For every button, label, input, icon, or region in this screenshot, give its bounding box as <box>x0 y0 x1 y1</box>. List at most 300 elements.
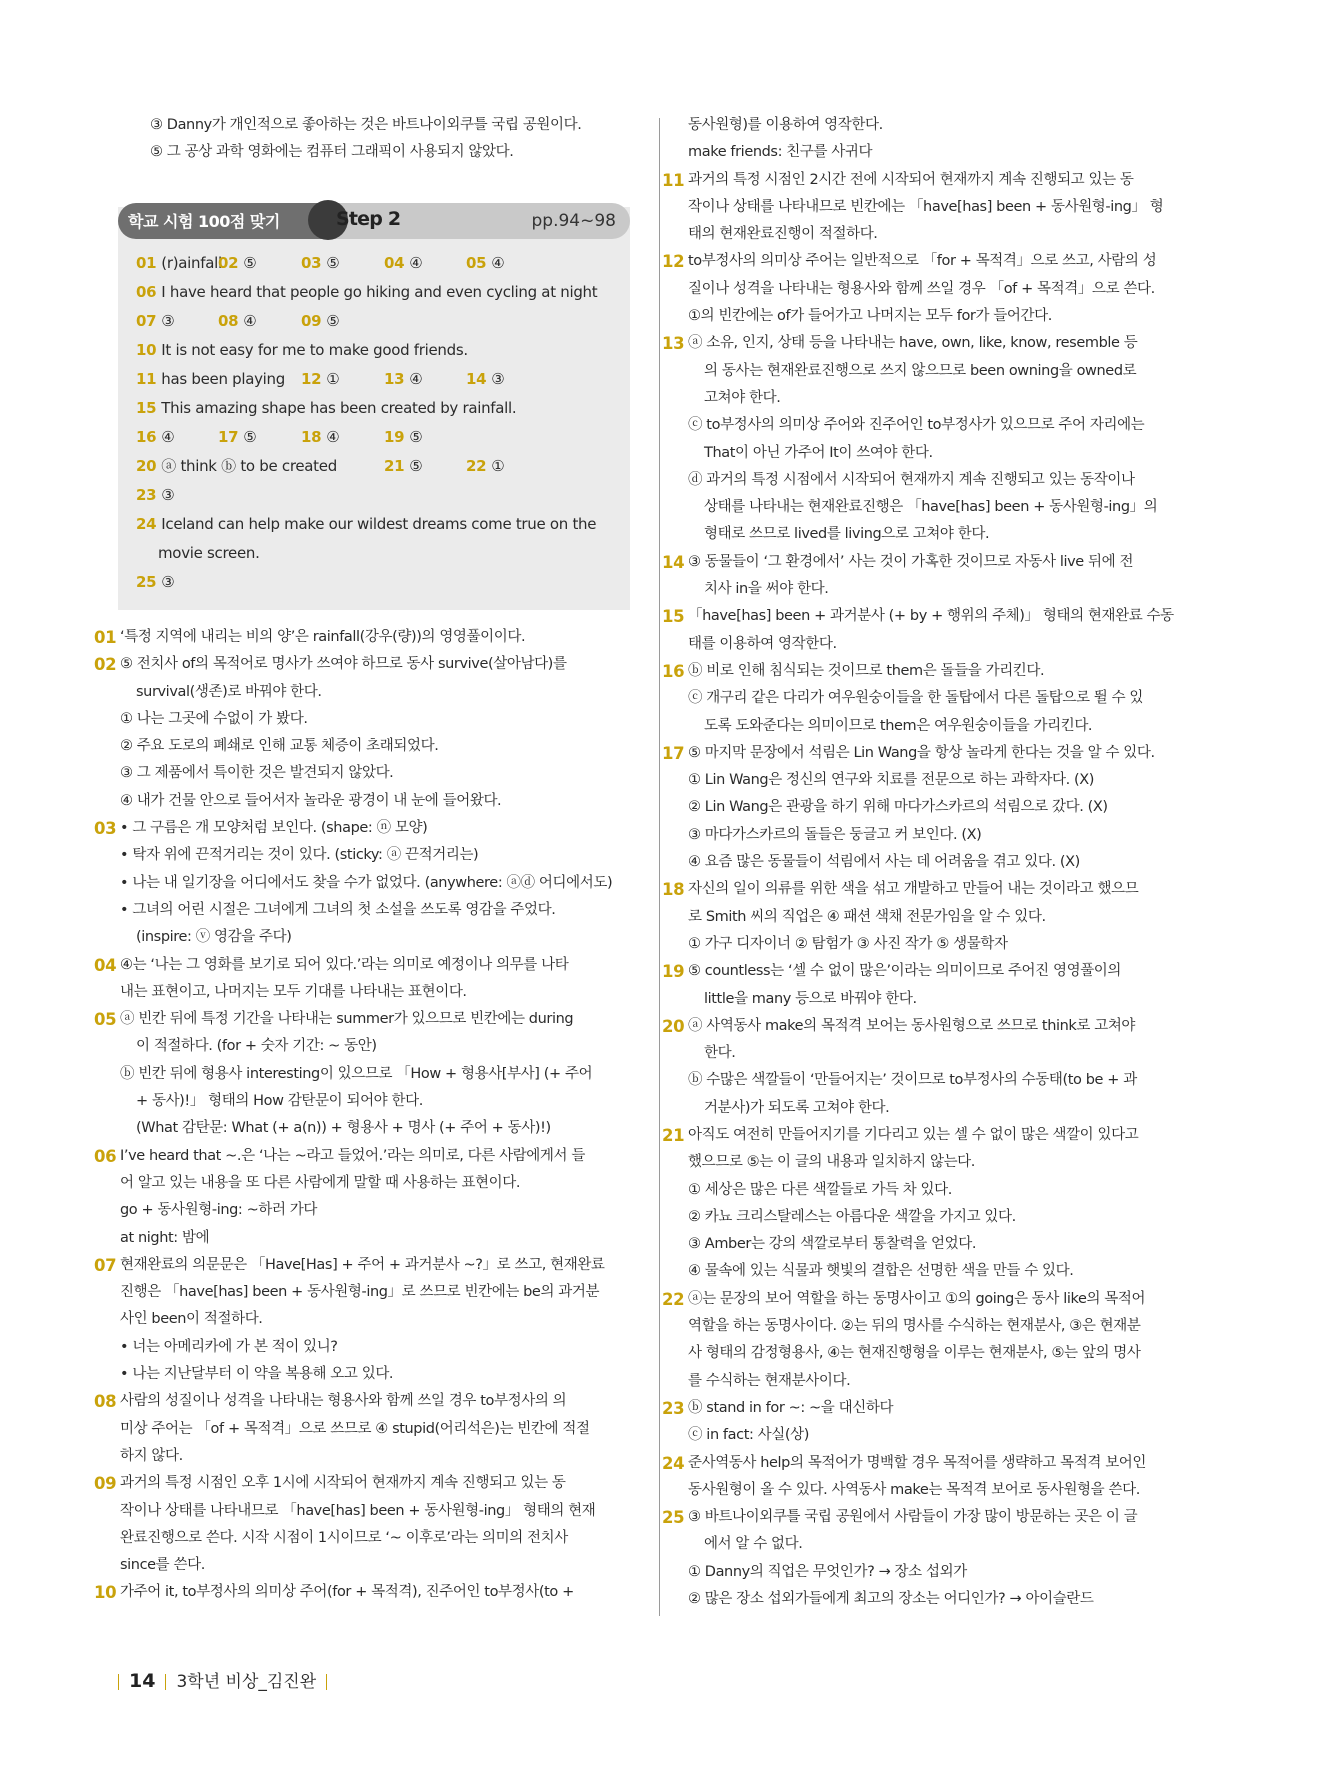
answer-text: ④ <box>491 254 505 272</box>
explanation-text: ③ 그 제품에서 특이한 것은 발견되지 않았다. <box>120 765 394 782</box>
answer-text: ③ <box>161 486 175 504</box>
answer-item <box>301 249 339 277</box>
explanation-line <box>688 822 1196 849</box>
badge-title: 학교 시험 100점 맞기 <box>128 212 280 231</box>
answer-number: 08 <box>218 312 239 330</box>
explanation-text: ⓑ 빈칸 뒤에 형용사 interesting이 있으므로 「How + 형용사[부사] (+ 주어 <box>120 1065 593 1082</box>
explanation-text: 에서 알 수 없다. <box>704 1536 803 1553</box>
explanation-line <box>688 904 1196 931</box>
explanation-text: survival(생존)로 바꿔야 한다. <box>136 683 322 700</box>
answer-number: 18 <box>301 428 322 446</box>
explanation-line <box>120 1525 630 1552</box>
explanation-line <box>662 1013 1196 1040</box>
answer-item <box>136 278 597 306</box>
explanation-text: 태를 이용하여 영작한다. <box>688 635 837 652</box>
explanation-text: ⑤ 전치사 of의 목적어로 명사가 쓰여야 하므로 동사 survive(살아남다)를 <box>120 656 567 673</box>
answer-item <box>218 423 256 451</box>
answer-text: ⑤ <box>409 457 423 475</box>
explanation-line <box>120 870 630 897</box>
answer-number: 06 <box>136 283 157 301</box>
question-number: 01 <box>94 628 117 647</box>
explanation-text: 작이나 상태를 나타내므로 빈칸에는 「have[has] been + 동사원형-ing」 형 <box>688 198 1164 215</box>
answer-text: This amazing shape has been created by rainfall. <box>161 399 517 417</box>
explanation-line <box>120 1361 630 1388</box>
explanation-text: 의 동사는 현재완료진행으로 쓰지 않으므로 been owning을 owned로 <box>704 362 1137 379</box>
page-number: 14 <box>129 1670 156 1692</box>
explanation-line <box>94 1388 630 1415</box>
answer-number: 05 <box>466 254 487 272</box>
explanation-line <box>688 576 1196 603</box>
explanation-text: That이 아닌 가주어 It이 쓰여야 한다. <box>704 444 933 461</box>
explanation-text: 진행은 「have[has] been + 동사원형-ing」로 쓰므로 빈칸에는 be의 과거분 <box>120 1284 600 1301</box>
explanation-line <box>94 1470 630 1497</box>
explanation-line <box>662 1286 1196 1313</box>
explanation-text: ①의 빈칸에는 of가 들어가고 나머지는 모두 for가 들어간다. <box>688 308 1052 325</box>
explanation-line <box>688 303 1196 330</box>
explanation-text: ⓒ to부정사의 의미상 주어와 진주어인 to부정사가 있으므로 주어 자리에는 <box>688 417 1145 434</box>
answer-text: ③ <box>161 312 175 330</box>
answer-item <box>301 365 339 393</box>
explanation-line <box>688 1204 1196 1231</box>
explanation-text: since를 쓴다. <box>120 1557 205 1574</box>
explanation-line <box>688 276 1196 303</box>
explanation-text: make friends: 친구를 사귀다 <box>688 144 873 161</box>
explanation-line <box>120 1061 630 1088</box>
footer-bar <box>326 1674 327 1690</box>
explanation-line <box>120 760 630 787</box>
explanation-text: 완료진행으로 쓴다. 시작 시점이 1시이므로 ‘~ 이후로’라는 의미의 전치사 <box>120 1529 568 1546</box>
answer-item <box>218 307 256 335</box>
answer-number: 02 <box>218 254 239 272</box>
question-number: 25 <box>662 1508 685 1528</box>
explanation-line <box>688 1177 1196 1204</box>
answer-number: 12 <box>301 370 322 388</box>
answer-number: 16 <box>136 428 157 446</box>
explanation-text: 작이나 상태를 나타내므로 「have[has] been + 동사원형-ing」 형태의 현재 <box>120 1502 596 1519</box>
explanation-line <box>688 1586 1196 1613</box>
explanation-text: • 그녀의 어린 시절은 그녀에게 그녀의 첫 소설을 쓰도록 영감을 주었다. <box>120 901 556 918</box>
explanation-text: ③ 바트나이외쿠틀 국립 공원에서 사람들이 가장 많이 방문하는 곳은 이 글 <box>688 1509 1138 1526</box>
explanation-line <box>120 1088 630 1115</box>
explanation-text: ④ 내가 건물 안으로 들어서자 놀라운 광경이 내 눈에 들어왔다. <box>120 792 502 809</box>
answer-number: 01 <box>136 254 157 272</box>
explanation-line <box>688 521 1196 548</box>
explanation-text: 고쳐야 한다. <box>704 389 781 406</box>
explanation-text: 질이나 성격을 나타내는 형용사와 함께 쓰일 경우 「of + 목적격」으로 쓴다. <box>688 280 1155 297</box>
section-badge <box>118 203 630 239</box>
question-number: 07 <box>94 1255 117 1275</box>
explanation-text: ② 주요 도로의 폐쇄로 인해 교통 체증이 초래되었다. <box>120 738 439 755</box>
explanation-text: to부정사의 의미상 주어는 일반적으로 「for + 목적격」으로 쓰고, 사람의 성 <box>688 253 1157 270</box>
explanation-line <box>662 330 1196 357</box>
question-number: 09 <box>94 1474 117 1494</box>
explanation-text: ④는 ‘나는 그 영화를 보기로 되어 있다.’라는 의미로 예정이나 의무를 나타 <box>120 956 569 973</box>
explanation-text: ③ Amber는 강의 색깔로부터 통찰력을 얻었다. <box>688 1236 977 1253</box>
explanation-line <box>120 897 630 924</box>
explanation-text: 거분사)가 되도록 고쳐야 한다. <box>704 1099 890 1116</box>
explanation-text: ⑤ countless는 ‘셀 수 없이 많은’이라는 의미이므로 주어진 영영풀이의 <box>688 963 1122 980</box>
question-number: 18 <box>662 880 685 900</box>
explanation-line <box>688 685 1196 712</box>
answer-number: 04 <box>384 254 405 272</box>
answer-text: ④ <box>243 312 257 330</box>
answer-item <box>466 365 504 393</box>
answer-item <box>301 423 339 451</box>
explanation-text: ⓓ 과거의 특정 시점에서 시작되어 현재까지 계속 진행되고 있는 동작이나 <box>688 471 1135 488</box>
explanation-line <box>120 1279 630 1306</box>
explanation-line <box>120 1443 630 1470</box>
left-column <box>94 624 630 1607</box>
answer-item <box>384 365 422 393</box>
answer-item <box>158 539 260 567</box>
answer-text: ④ <box>409 370 423 388</box>
explanation-line <box>120 924 630 951</box>
answer-number: 11 <box>136 370 157 388</box>
explanation-line <box>120 788 630 815</box>
explanation-line <box>688 194 1196 221</box>
explanation-line <box>662 1504 1196 1531</box>
question-number: 11 <box>662 170 685 190</box>
explanation-text: (inspire: ⓥ 영감을 주다) <box>136 929 292 946</box>
answer-text: ④ <box>409 254 423 272</box>
answer-item <box>301 307 339 335</box>
explanation-text: 자신의 일이 의류를 위한 색을 섞고 개발하고 만들어 내는 것이라고 했으므 <box>688 881 1139 898</box>
explanation-text: 사인 been이 적절하다. <box>120 1311 263 1328</box>
explanation-line <box>688 1422 1196 1449</box>
answer-number: 14 <box>466 370 487 388</box>
answer-item <box>136 307 174 335</box>
question-number: 17 <box>662 743 685 763</box>
page-range: pp.94~98 <box>531 211 616 231</box>
explanation-line <box>120 1225 630 1252</box>
explanation-line <box>120 1334 630 1361</box>
explanation-text: 사 형태의 감정형용사, ④는 현재진행형을 이루는 현재분사, ⑤는 앞의 명사 <box>688 1345 1141 1362</box>
explanation-line <box>688 1368 1196 1395</box>
answer-item <box>136 423 174 451</box>
explanation-line <box>120 1033 630 1060</box>
explanation-line <box>688 1531 1196 1558</box>
explanation-line <box>120 1552 630 1579</box>
explanation-text: 「have[has] been + 과거분사 (+ by + 행위의 주체)」 형태의 현재완료 수동 <box>688 608 1174 625</box>
footer-bar <box>118 1674 119 1690</box>
explanation-text: ⑤ 마지막 문장에서 석림은 Lin Wang을 항상 놀라게 한다는 것을 알 수 있다. <box>688 744 1155 761</box>
answer-item <box>136 452 337 480</box>
explanation-text: 이 적절하다. (for + 숫자 기간: ~ 동안) <box>136 1038 377 1055</box>
explanation-text: 어 알고 있는 내용을 또 다른 사람에게 말할 때 사용하는 표현이다. <box>120 1174 521 1191</box>
explanation-text: I’ve heard that ~.은 ‘나는 ~라고 들었어.’라는 의미로, 다른 사람에게서 들 <box>120 1147 585 1164</box>
question-number: 22 <box>662 1289 685 1309</box>
explanation-line <box>662 958 1196 985</box>
explanation-text: 한다. <box>704 1045 736 1062</box>
explanation-line <box>688 467 1196 494</box>
explanation-text: little을 many 등으로 바꿔야 한다. <box>704 990 917 1007</box>
answer-item <box>466 452 504 480</box>
answer-number: 19 <box>384 428 405 446</box>
answer-item <box>466 249 504 277</box>
explanation-line <box>688 412 1196 439</box>
explanation-line <box>688 1477 1196 1504</box>
explanation-text: 역할을 하는 동명사이다. ②는 뒤의 명사를 수식하는 현재분사, ③은 현재분 <box>688 1318 1141 1335</box>
explanation-text: ⓐ 빈칸 뒤에 특정 기간을 나타내는 summer가 있으므로 빈칸에는 during <box>120 1011 574 1028</box>
explanation-text: (What 감탄문: What (+ a(n)) + 형용사 + 명사 (+ 주어 + 동사)!) <box>136 1120 551 1137</box>
question-number: 20 <box>662 1016 685 1036</box>
explanation-text: ‘특정 지역에 내리는 비의 양’은 rainfall(강우(량))의 영영풀이이다. <box>120 629 526 645</box>
explanation-line <box>662 740 1196 767</box>
explanation-text: ⓑ 수많은 색깔들이 ‘만들어지는’ 것이므로 to부정사의 수동태(to be + 과 <box>688 1072 1137 1089</box>
explanation-text: ① Lin Wang은 정신의 연구와 치료를 전문으로 하는 과학자다. (X) <box>688 772 1095 789</box>
explanation-text: 형태로 쓰므로 lived를 living으로 고쳐야 한다. <box>704 526 990 543</box>
explanation-text: 아직도 여전히 만들어지기를 기다리고 있는 셀 수 없이 많은 색깔이 있다고 <box>688 1126 1139 1143</box>
answer-number: 15 <box>136 399 157 417</box>
explanation-text: 를 수식하는 현재분사이다. <box>688 1372 851 1389</box>
explanation-text: 치사 in을 써야 한다. <box>704 581 829 598</box>
explanation-text: 도록 도와준다는 의미이므로 them은 여우원숭이들을 가리킨다. <box>704 717 1093 734</box>
question-number: 08 <box>94 1392 117 1412</box>
answer-item <box>136 394 516 422</box>
explanation-line <box>94 1143 630 1170</box>
answer-text: ① <box>491 457 505 475</box>
answer-item <box>136 249 222 277</box>
answer-text: It is not easy for me to make good friends. <box>161 341 468 359</box>
explanation-text: • 나는 내 일기장을 어디에서도 찾을 수가 없었다. (anywhere: ⓐⓓ 어디에서도) <box>120 874 613 891</box>
explanation-text: ① Danny의 직업은 무엇인가? → 장소 섭외가 <box>688 1563 967 1580</box>
explanation-line <box>688 1231 1196 1258</box>
explanation-line <box>662 1395 1196 1422</box>
answer-text: ⑤ <box>243 428 257 446</box>
explanation-line <box>662 167 1196 194</box>
explanation-text: at night: 밤에 <box>120 1229 210 1246</box>
answer-number: 17 <box>218 428 239 446</box>
explanation-text: ② Lin Wang은 관광을 하기 위해 마다가스카르의 석림으로 갔다. (X) <box>688 799 1108 816</box>
answer-number: 07 <box>136 312 157 330</box>
right-column <box>662 112 1196 1613</box>
explanation-line <box>688 849 1196 876</box>
explanation-line <box>94 952 630 979</box>
explanation-text: • 탁자 위에 끈적거리는 것이 있다. (sticky: ⓐ 끈적거리는) <box>120 847 479 864</box>
question-number: 04 <box>94 955 117 975</box>
explanation-line <box>120 1115 630 1142</box>
explanation-line <box>120 1170 630 1197</box>
explanation-line <box>688 221 1196 248</box>
explanation-line <box>120 1498 630 1525</box>
explanation-line <box>94 1006 630 1033</box>
answer-number: 20 <box>136 457 157 475</box>
question-number: 06 <box>94 1146 117 1166</box>
explanation-text: ⓐ 소유, 인지, 상태 등을 나타내는 have, own, like, know, resemble 등 <box>688 335 1138 352</box>
explanation-line <box>662 1450 1196 1477</box>
answer-number: 03 <box>301 254 322 272</box>
answer-number: 10 <box>136 341 157 359</box>
question-number: 16 <box>662 661 685 681</box>
explanation-line <box>688 1040 1196 1067</box>
explanation-text: 동사원형이 올 수 있다. 사역동사 make는 목적격 보어로 동사원형을 쓴다. <box>688 1481 1140 1498</box>
explanation-line <box>120 1197 630 1224</box>
explanation-line <box>688 139 1196 166</box>
intro-block <box>150 112 581 167</box>
explanation-text: 했으므로 ⑤는 이 글의 내용과 일치하지 않는다. <box>688 1154 975 1171</box>
explanation-text: ⓑ stand in for ~: ~을 대신하다 <box>688 1399 894 1416</box>
question-number: 19 <box>662 962 685 982</box>
explanation-text: 태의 현재완료진행이 적절하다. <box>688 226 878 243</box>
explanation-text: 과거의 특정 시점인 2시간 전에 시작되어 현재까지 계속 진행되고 있는 동 <box>688 171 1134 188</box>
explanation-text: ⓒ in fact: 사실(상) <box>688 1427 810 1444</box>
explanation-text: go + 동사원형-ing: ~하러 가다 <box>120 1202 318 1219</box>
explanation-text: • 나는 지난달부터 이 약을 복용해 오고 있다. <box>120 1366 394 1383</box>
question-number: 15 <box>662 607 685 627</box>
step-label: Step 2 <box>336 208 401 230</box>
answer-text: ⑤ <box>326 312 340 330</box>
explanation-text: • 너는 아메리카에 가 본 적이 있니? <box>120 1338 338 1355</box>
explanation-line <box>120 733 630 760</box>
answer-text: I have heard that people go hiking and even cycling at night <box>161 283 598 301</box>
column-divider <box>659 118 660 1616</box>
answer-item <box>136 481 174 509</box>
question-number: 24 <box>662 1453 685 1473</box>
explanation-line <box>94 624 630 651</box>
explanation-line <box>662 1122 1196 1149</box>
explanation-text: 하지 않다. <box>120 1447 183 1464</box>
answer-text: movie screen. <box>158 544 260 562</box>
explanation-text: 내는 표현이고, 나머지는 모두 기대를 나타내는 표현이다. <box>120 983 467 1000</box>
question-number: 13 <box>662 334 685 354</box>
explanation-line <box>688 1559 1196 1586</box>
explanation-line <box>94 1252 630 1279</box>
answer-item <box>384 423 422 451</box>
answer-text: ⓐ think ⓑ to be created <box>161 457 337 475</box>
explanation-line <box>688 931 1196 958</box>
answer-text: (r)ainfall <box>161 254 222 272</box>
explanation-text: ③ 마다가스카르의 돌들은 둥글고 커 보인다. (X) <box>688 826 982 843</box>
explanation-line <box>120 979 630 1006</box>
explanation-line <box>662 658 1196 685</box>
answer-number: 09 <box>301 312 322 330</box>
answer-summary-box <box>118 207 630 610</box>
explanation-text: ② 카뇨 크리스탈레스는 아름다운 색깔을 가지고 있다. <box>688 1208 1016 1225</box>
explanation-line <box>688 1149 1196 1176</box>
answer-item <box>136 336 468 364</box>
explanation-text: 준사역동사 help의 목적어가 명백할 경우 목적어를 생략하고 목적격 보어인 <box>688 1454 1147 1471</box>
answer-number: 25 <box>136 573 157 591</box>
answer-number: 22 <box>466 457 487 475</box>
answer-text: ⑤ <box>326 254 340 272</box>
explanation-text: + 동사)!」 형태의 How 감탄문이 되어야 한다. <box>136 1093 423 1110</box>
intro-line: ③ Danny가 개인적으로 좋아하는 것은 바트나이외쿠틀 국립 공원이다. <box>150 117 582 133</box>
answer-item <box>136 510 596 538</box>
answer-item <box>218 249 256 277</box>
answer-text: ④ <box>161 428 175 446</box>
explanation-text: 상태를 나타내는 현재완료진행은 「have[has] been + 동사원형-ing」의 <box>704 499 1158 516</box>
badge-title-bar <box>118 203 328 239</box>
explanation-text: 가주어 it, to부정사의 의미상 주어(for + 목적격), 진주어인 to부정사(to + <box>120 1584 574 1601</box>
answer-text: ⑤ <box>243 254 257 272</box>
question-number: 12 <box>662 252 685 272</box>
explanation-line <box>94 815 630 842</box>
explanation-text: 현재완료의 의문문은 「Have[Has] + 주어 + 과거분사 ~?」로 쓰고, 현재완료 <box>120 1256 605 1273</box>
explanation-text: ① 가구 디자이너 ② 탐험가 ③ 사진 작가 ⑤ 생물학자 <box>688 935 1008 952</box>
explanation-text: 로 Smith 씨의 직업은 ④ 패션 색채 전문가임을 알 수 있다. <box>688 908 1046 925</box>
question-number: 03 <box>94 819 117 839</box>
explanation-line <box>120 706 630 733</box>
explanation-line <box>662 248 1196 275</box>
explanation-line <box>688 794 1196 821</box>
explanation-text: ⓐ는 문장의 보어 역할을 하는 동명사이고 ①의 going은 동사 like의 목적어 <box>688 1290 1146 1307</box>
explanation-line <box>688 440 1196 467</box>
explanation-line <box>662 876 1196 903</box>
explanation-line <box>688 494 1196 521</box>
explanation-line <box>120 1306 630 1333</box>
question-number: 21 <box>662 1125 685 1145</box>
answer-item <box>136 365 285 393</box>
explanation-text: ① 나는 그곳에 수없이 가 봤다. <box>120 710 308 727</box>
explanation-line <box>94 651 630 678</box>
explanation-line <box>120 1416 630 1443</box>
answer-text: ③ <box>161 573 175 591</box>
intro-line: ⑤ 그 공상 과학 영화에는 컴퓨터 그래픽이 사용되지 않았다. <box>150 144 514 161</box>
explanation-line <box>688 358 1196 385</box>
explanation-line <box>94 1579 630 1606</box>
answer-text: has been playing <box>161 370 285 388</box>
explanation-line <box>120 679 630 706</box>
answer-number: 13 <box>384 370 405 388</box>
explanation-line <box>662 549 1196 576</box>
footer-bar <box>165 1674 166 1690</box>
explanation-text: ④ 물속에 있는 식물과 햇빛의 결합은 선명한 색을 만들 수 있다. <box>688 1263 1074 1280</box>
explanation-text: ⓒ 개구리 같은 다리가 여우원숭이들을 한 돌탑에서 다른 돌탑으로 뛸 수 있 <box>688 690 1144 707</box>
question-number: 10 <box>94 1583 117 1603</box>
question-number: 14 <box>662 552 685 572</box>
explanation-line <box>120 842 630 869</box>
explanation-text: ⓐ 사역동사 make의 목적격 보어는 동사원형으로 쓰므로 think로 고쳐야 <box>688 1017 1136 1034</box>
explanation-text: ② 많은 장소 섭외가들에게 최고의 장소는 어디인가? → 아이슬란드 <box>688 1591 1094 1608</box>
explanation-text: 동사원형)를 이용하여 영작한다. <box>688 117 883 133</box>
explanation-line <box>688 986 1196 1013</box>
explanation-line <box>688 631 1196 658</box>
explanation-text: 과거의 특정 시점인 오후 1시에 시작되어 현재까지 계속 진행되고 있는 동 <box>120 1475 566 1492</box>
answer-item <box>384 452 422 480</box>
book-title: 3학년 비상_김진완 <box>176 1672 317 1692</box>
explanation-line <box>688 1313 1196 1340</box>
answer-number: 23 <box>136 486 157 504</box>
answer-item <box>384 249 422 277</box>
answer-number: 24 <box>136 515 157 533</box>
page-footer <box>118 1668 337 1694</box>
explanation-line <box>688 767 1196 794</box>
question-number: 23 <box>662 1398 685 1418</box>
explanation-text: 사람의 성질이나 성격을 나타내는 형용사와 함께 쓰일 경우 to부정사의 의 <box>120 1393 567 1410</box>
explanation-text: ① 세상은 많은 다른 색깔들로 가득 차 있다. <box>688 1181 952 1198</box>
answer-item <box>136 568 174 596</box>
question-number: 02 <box>94 655 117 675</box>
explanation-line <box>688 1095 1196 1122</box>
explanation-line <box>688 385 1196 412</box>
explanation-line <box>688 1258 1196 1285</box>
explanation-line <box>688 713 1196 740</box>
explanation-text: 미상 주어는 「of + 목적격」으로 쓰므로 ④ stupid(어리석은)는 빈칸에 적절 <box>120 1420 590 1437</box>
answer-number: 21 <box>384 457 405 475</box>
answer-text: ③ <box>491 370 505 388</box>
explanation-text: • 그 구름은 개 모양처럼 보인다. (shape: ⓝ 모양) <box>120 820 428 837</box>
explanation-text: ⓑ 비로 인해 침식되는 것이므로 them은 돌들을 가리킨다. <box>688 662 1045 679</box>
explanation-line <box>688 112 1196 139</box>
explanation-line <box>662 603 1196 630</box>
answer-text: ① <box>326 370 340 388</box>
answer-text: Iceland can help make our wildest dreams come true on the <box>161 515 597 533</box>
question-number: 05 <box>94 1010 117 1030</box>
explanation-line <box>688 1067 1196 1094</box>
explanation-line <box>688 1340 1196 1367</box>
answer-text: ④ <box>326 428 340 446</box>
explanation-text: ③ 동물들이 ‘그 환경에서’ 사는 것이 가혹한 것이므로 자동사 live 뒤에 전 <box>688 553 1134 570</box>
